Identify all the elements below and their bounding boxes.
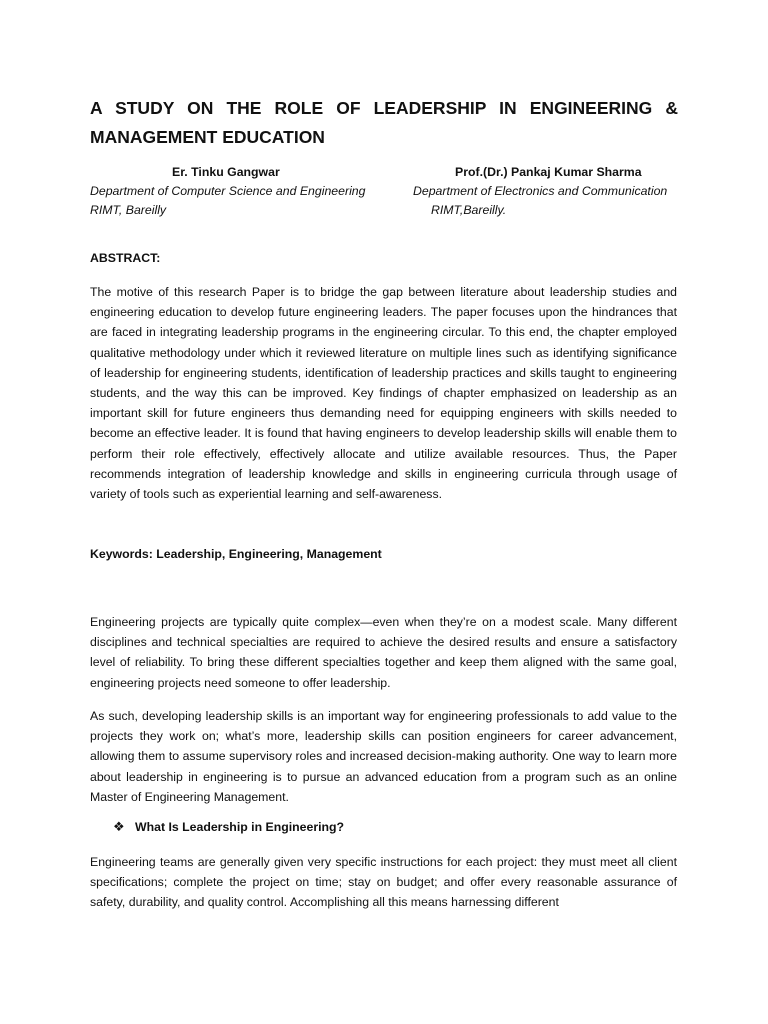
section-heading	[113, 819, 344, 835]
diamond-bullet-icon: ❖	[113, 819, 125, 834]
author-1	[90, 163, 390, 220]
author-2-institution: RIMT,Bareilly.	[431, 203, 507, 217]
author-1-name: Er. Tinku Gangwar	[172, 165, 280, 179]
body-paragraph-1: Engineering projects are typically quite complex—even when they’re on a modest scale. Many different disciplines and technical specialties are required to achieve the desired results and ensure a satisfactory level of reliability. To bring these different specialties together and keep them aligned with the same goal, engineering projects need someone to offer leadership.	[90, 615, 677, 690]
author-1-department: Department of Computer Science and Engineering	[90, 184, 366, 198]
abstract-text: The motive of this research Paper is to bridge the gap between literature about leadership studies and engineering education to develop future engineering leaders. The paper focuses upon the hindrances that are faced in integrating leadership programs in the engineering circular. To this end, the chapter employed qualitative methodology under which it reviewed literature on multiple lines such as identifying significance of leadership for engineering students, identification of leadership practices and skills taught to engineering students, and the way this can be improved. Key findings of chapter emphasized on leadership as an important skill for future engineers thus demanding need for equipping engineers with skills needed to become an effective leader. It is found that having engineers to develop leadership skills will enable them to perform their role effectively, effectively allocate and utilize available resources. Thus, the Paper recommends integration of leadership knowledge and skills in engineering curricula through usage of variety of tools such as experiential learning and self-awareness.	[90, 285, 677, 502]
author-2-name: Prof.(Dr.) Pankaj Kumar Sharma	[455, 165, 642, 179]
body-paragraph-3: Engineering teams are generally given very specific instructions for each project: they must meet all client specifications; complete the project on time; stay on budget; and offer every reasonable assurance of safety, durability, and quality control. Accomplishing all this means harnessing different	[90, 855, 677, 910]
keywords: Keywords: Leadership, Engineering, Management	[90, 547, 382, 561]
abstract-heading: ABSTRACT:	[90, 251, 161, 265]
section-heading-text: What Is Leadership in Engineering?	[135, 820, 345, 834]
author-1-institution: RIMT, Bareilly	[90, 203, 167, 217]
body-paragraph-2: As such, developing leadership skills is an important way for engineering professionals to add value to the projects they work on; what’s more, leadership skills can position engineers for career advancement, allowing them to assume supervisory roles and increased decision-making authority. One way to learn more about leadership in engineering is to pursue an advanced education from a program such as an online Master of Engineering Management.	[90, 709, 677, 804]
author-2	[413, 163, 688, 220]
paper-title: A STUDY ON THE ROLE OF LEADERSHIP IN ENGINEERING & MANAGEMENT EDUCATION	[90, 98, 678, 147]
author-2-department: Department of Electronics and Communication	[413, 184, 668, 198]
